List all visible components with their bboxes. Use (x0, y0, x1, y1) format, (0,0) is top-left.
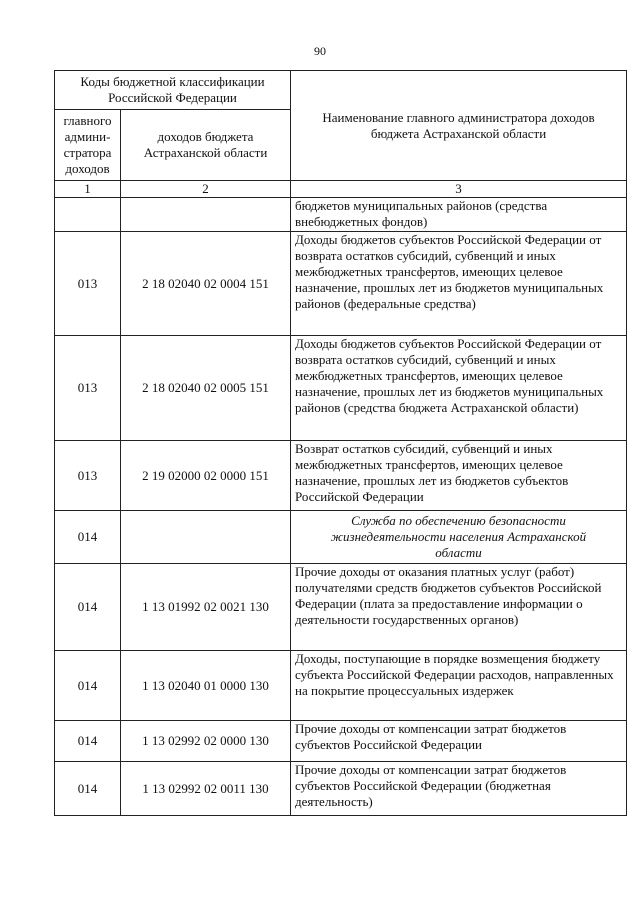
name-cell: Прочие доходы от компенсации затрат бюджетов субъектов Российской Федерации (291, 721, 627, 762)
admin-code-header: главного админи-стратора доходов (55, 110, 121, 181)
admin-code-cell: 013 (55, 441, 121, 511)
column-number: 1 (55, 181, 121, 198)
table-row (55, 336, 627, 441)
budget-classification-table (54, 70, 627, 816)
table-row (55, 564, 627, 651)
admin-code-cell: 013 (55, 336, 121, 441)
name-cell: Доходы бюджетов субъектов Российской Федерации от возврата остатков субсидий, субвенций и иных межбюджетных трансфертов, имеющих целевое назначение, прошлых лет из бюджетов муниципальных районов (средства бюджета Астраханской области) (291, 336, 627, 441)
table-row (55, 651, 627, 721)
revenue-code-cell: 2 18 02040 02 0005 151 (121, 336, 291, 441)
admin-code-cell: 014 (55, 564, 121, 651)
service-title-cell: Служба по обеспечению безопасности жизнедеятельности населения Астраханской области (291, 511, 627, 564)
name-cell: Доходы, поступающие в порядке возмещения бюджету субъекта Российской Федерации расходов, направленных на покрытие процессуальных издержек (291, 651, 627, 721)
name-cell: Прочие доходы от компенсации затрат бюджетов субъектов Российской Федерации (бюджетная деятельность) (291, 762, 627, 816)
header-row-top (55, 71, 627, 110)
name-cell: бюджетов муниципальных районов (средства внебюджетных фондов) (291, 198, 627, 232)
column-number: 3 (291, 181, 627, 198)
revenue-code-cell (121, 511, 291, 564)
table-row (55, 232, 627, 336)
revenue-code-cell: 1 13 01992 02 0021 130 (121, 564, 291, 651)
table-row (55, 762, 627, 816)
name-cell: Прочие доходы от оказания платных услуг (работ) получателями средств бюджетов субъектов Российской Федерации (плата за предоставление информации о деятельности государственных органов) (291, 564, 627, 651)
name-column-header: Наименование главного администратора доходов бюджета Астраханской области (291, 71, 627, 181)
table-row (55, 441, 627, 511)
name-cell: Возврат остатков субсидий, субвенций и иных межбюджетных трансфертов, имеющих целевое назначение, прошлых лет из бюджетов субъектов Российской Федерации (291, 441, 627, 511)
revenue-code-cell: 1 13 02992 02 0011 130 (121, 762, 291, 816)
revenue-code-cell (121, 198, 291, 232)
page-number: 90 (314, 44, 326, 58)
revenue-code-header: доходов бюджета Астраханской области (121, 110, 291, 181)
name-cell: Доходы бюджетов субъектов Российской Федерации от возврата остатков субсидий, субвенций и иных межбюджетных трансфертов, имеющих целевое назначение, прошлых лет из бюджетов муниципальных районов (федеральные средства) (291, 232, 627, 336)
revenue-code-cell: 2 19 02000 02 0000 151 (121, 441, 291, 511)
revenue-code-cell: 2 18 02040 02 0004 151 (121, 232, 291, 336)
admin-code-cell: 013 (55, 232, 121, 336)
admin-code-cell: 014 (55, 651, 121, 721)
admin-code-cell: 014 (55, 721, 121, 762)
revenue-code-cell: 1 13 02040 01 0000 130 (121, 651, 291, 721)
column-number: 2 (121, 181, 291, 198)
admin-code-cell (55, 198, 121, 232)
revenue-code-cell: 1 13 02992 02 0000 130 (121, 721, 291, 762)
table-row (55, 198, 627, 232)
admin-code-cell: 014 (55, 762, 121, 816)
table-row (55, 511, 627, 564)
admin-code-cell: 014 (55, 511, 121, 564)
table-row (55, 721, 627, 762)
codes-title-header: Коды бюджетной классификации Российской Федерации (55, 71, 291, 110)
column-number-row (55, 181, 627, 198)
